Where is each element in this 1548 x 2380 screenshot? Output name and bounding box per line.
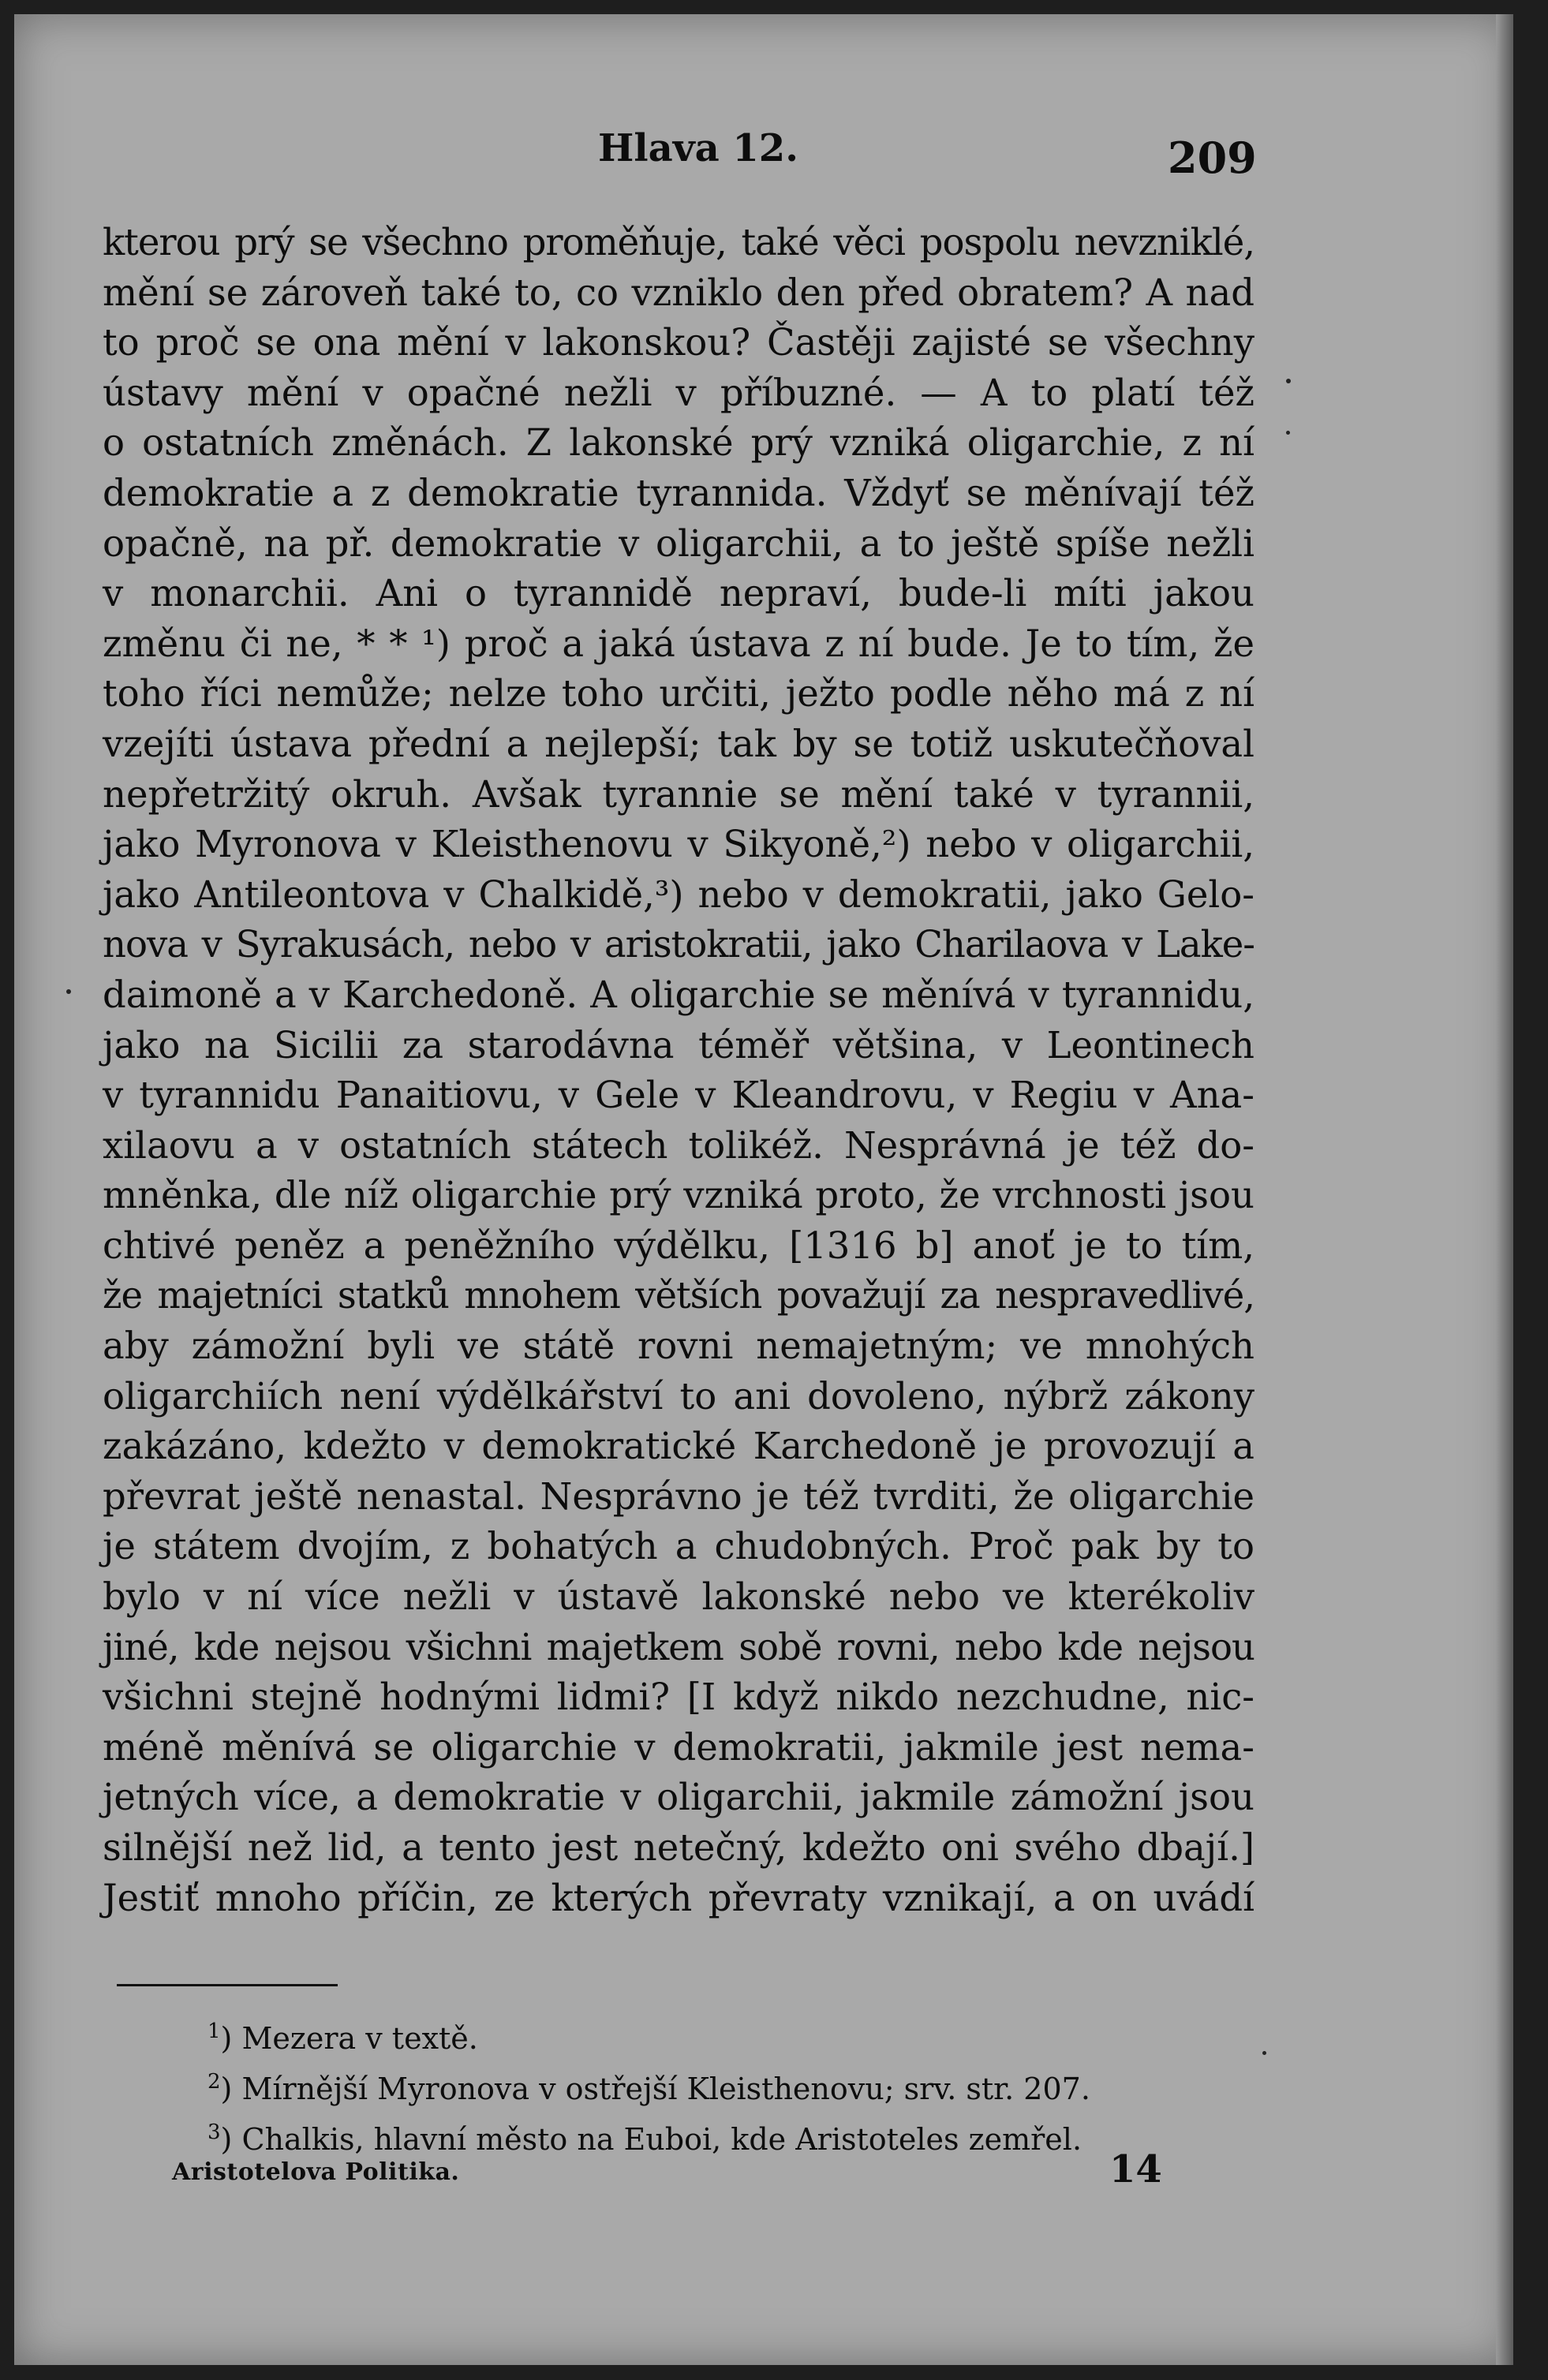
text-line: daimoně a v Karchedoně. A oligarchie se měnívá v tyrannidu,: [103, 973, 1254, 1016]
text-line: vzejíti ústava přední a nejlepší; tak by se totiž uskutečňoval: [103, 722, 1254, 765]
footnote-number: 1: [208, 2019, 221, 2043]
text-line: mněnka, dle níž oligarchie prý vzniká proto, že vrchnosti jsou: [103, 1174, 1254, 1217]
text-line: převrat ještě nenastal. Nesprávno je též tvrditi, že oligarchie: [103, 1474, 1254, 1518]
footnote-number: 2: [208, 2070, 221, 2094]
text-line: xilaovu a v ostatních státech tolikéž. Nesprávná je též do-: [103, 1123, 1254, 1167]
text-line: jako Antileontova v Chalkidě,³) nebo v demokratii, jako Gelo-: [103, 872, 1254, 916]
print-speck: [1262, 2051, 1266, 2055]
text-line: jako Myronova v Kleisthenovu v Sikyoně,²) nebo v oligarchii,: [103, 823, 1254, 866]
text-line: nova v Syrakusách, nebo v aristokratii, jako Charilaova v Lake-: [103, 923, 1254, 966]
footnote-text: ) Mírnější Myronova v ostřejší Kleisthenovu; srv. str. 207.: [220, 2072, 1090, 2106]
text-line: jetných více, a demokratie v oligarchii, jakmile zámožní jsou: [103, 1776, 1254, 1819]
text-line: bylo v ní více nežli v ústavě lakonské nebo ve kterékoliv: [103, 1575, 1254, 1619]
footnote: [208, 2111, 1233, 2161]
text-line: ústavy mění v opačné nežli v příbuzné. — A to platí též: [103, 371, 1254, 414]
text-line: je státem dvojím, z bohatých a chudobných. Proč pak by to: [103, 1525, 1254, 1568]
footnotes: [208, 2010, 1233, 2161]
text-line: jiné, kde nejsou všichni majetkem sobě rovni, nebo kde nejsou: [103, 1625, 1254, 1668]
print-speck: [66, 989, 71, 994]
print-speck: [1286, 431, 1290, 435]
text-line: v tyrannidu Panaitiovu, v Gele v Kleandrovu, v Regiu v Ana-: [103, 1074, 1254, 1117]
text-line: v monarchii. Ani o tyrannidě nepraví, bude-li míti jakou: [103, 572, 1254, 615]
text-line: změnu či ne, * * ¹) proč a jaká ústava z ní bude. Je to tím, že: [103, 622, 1254, 665]
text-line: nepřetržitý okruh. Avšak tyrannie se mění také v tyrannii,: [103, 772, 1254, 816]
page-number: 209: [1168, 133, 1257, 183]
book-page: [14, 14, 1513, 2365]
sheet-number: 14: [1109, 2147, 1162, 2191]
running-header: [14, 117, 1513, 183]
text-line: méně měnívá se oligarchie v demokratii, jakmile jest nema-: [103, 1725, 1254, 1769]
body-text: [103, 218, 1254, 1923]
footnote-rule: [117, 1984, 338, 1986]
footnote-text: ) Mezera v textě.: [220, 2021, 478, 2056]
footnote: [208, 2010, 1233, 2061]
text-line: o ostatních změnách. Z lakonské prý vzniká oligarchie, z ní: [103, 421, 1254, 465]
text-line: zakázáno, kdežto v demokratické Karchedoně je provozují a: [103, 1425, 1254, 1468]
chapter-heading: Hlava 12.: [598, 126, 798, 170]
text-line: aby zámožní byli ve státě rovni nemajetným; ve mnohých: [103, 1325, 1254, 1368]
text-line: že majetníci statků mnohem větších považují za nespravedlivé,: [103, 1274, 1254, 1317]
signature-line: Aristotelova Politika.: [172, 2158, 460, 2186]
text-line: opačně, na př. demokratie v oligarchii, a to ještě spíše nežli: [103, 521, 1254, 565]
text-line: Jestiť mnoho příčin, ze kterých převraty vznikají, a on uvádí: [103, 1876, 1254, 1919]
text-line: chtivé peněz a peněžního výdělku, [1316 b] anoť je to tím,: [103, 1224, 1254, 1267]
text-line: demokratie a z demokratie tyrannida. Vždyť se měnívají též: [103, 471, 1254, 514]
footnote: [208, 2061, 1233, 2111]
text-line: kterou prý se všechno proměňuje, také věci pospolu nevzniklé,: [103, 221, 1254, 263]
footnote-number: 3: [208, 2120, 221, 2144]
text-line: toho říci nemůže; nelze toho určiti, ježto podle něho má z ní: [103, 672, 1254, 715]
footnote-text: ) Chalkis, hlavní město na Euboi, kde Aristoteles zemřel.: [220, 2122, 1082, 2157]
page-edge-shadow: [1496, 14, 1513, 2365]
text-line: všichni stejně hodnými lidmi? [I když nikdo nezchudne, nic-: [103, 1676, 1254, 1719]
text-line: silnější než lid, a tento jest netečný, kdežto oni svého dbají.]: [103, 1826, 1254, 1869]
print-speck: [1286, 379, 1291, 383]
text-line: oligarchiích není výdělkářství to ani dovoleno, nýbrž zákony: [103, 1374, 1254, 1418]
text-line: jako na Sicilii za starodávna téměř většina, v Leontinech: [103, 1023, 1254, 1067]
text-line: mění se zároveň také to, co vzniklo den před obratem? A nad: [103, 271, 1254, 314]
text-line: to proč se ona mění v lakonskou? Častěji zajisté se všechny: [103, 321, 1254, 364]
